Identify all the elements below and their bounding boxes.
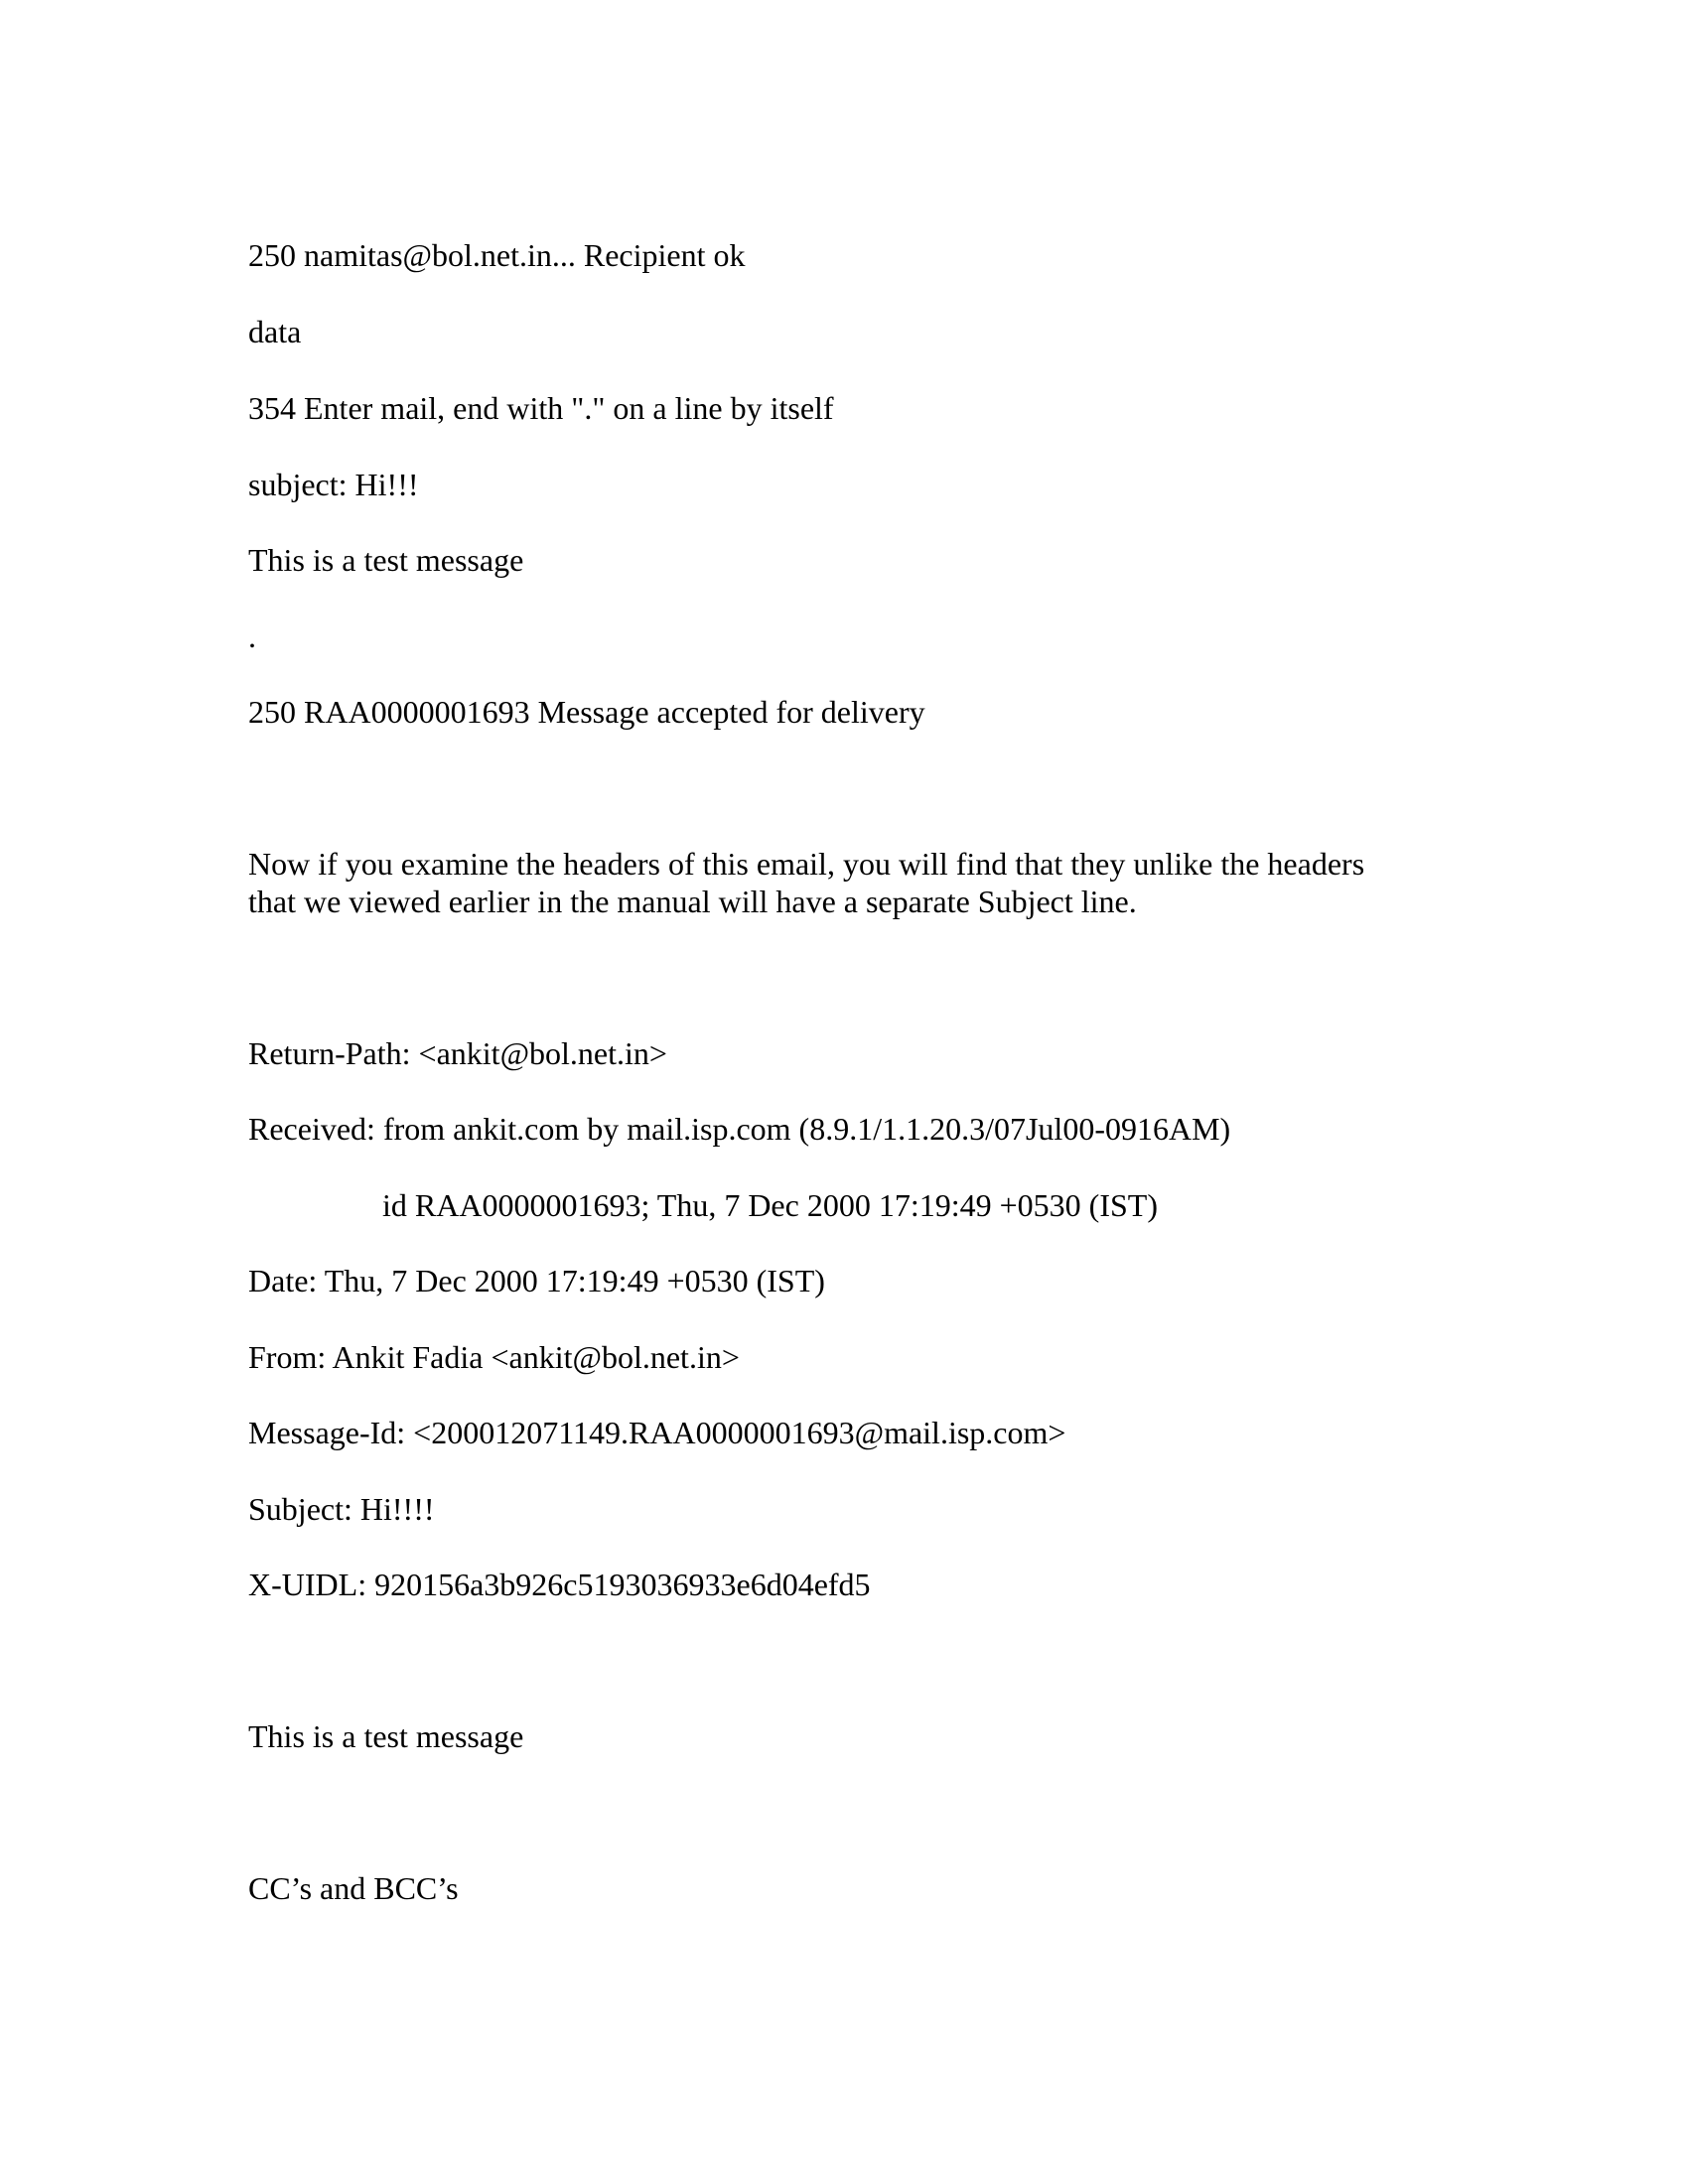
smtp-subject-input: subject: Hi!!! xyxy=(248,467,419,502)
header-subject: Subject: Hi!!!! xyxy=(248,1491,435,1527)
header-from: From: Ankit Fadia <ankit@bol.net.in> xyxy=(248,1339,740,1375)
smtp-rcpt-response: 250 namitas@bol.net.in... Recipient ok xyxy=(248,237,746,273)
message-body: This is a test message xyxy=(248,1718,524,1754)
smtp-data-response: 354 Enter mail, end with "." on a line by itself xyxy=(248,390,834,426)
header-message-id: Message-Id: <200012071149.RAA0000001693@mail.isp.com> xyxy=(248,1415,1066,1450)
smtp-data-command: data xyxy=(248,314,302,349)
header-date: Date: Thu, 7 Dec 2000 17:19:49 +0530 (IST) xyxy=(248,1263,825,1298)
section-heading: CC’s and BCC’s xyxy=(248,1870,459,1906)
explanation-line-2: that we viewed earlier in the manual will have a separate Subject line. xyxy=(248,884,1137,919)
smtp-accept-response: 250 RAA0000001693 Message accepted for delivery xyxy=(248,694,925,730)
explanation-paragraph xyxy=(248,845,1499,920)
header-received: Received: from ankit.com by mail.isp.com (8.9.1/1.1.20.3/07Jul00-0916AM) xyxy=(248,1111,1231,1147)
header-x-uidl: X-UIDL: 920156a3b926c5193036933e6d04efd5 xyxy=(248,1567,871,1602)
smtp-body-input: This is a test message xyxy=(248,542,524,578)
header-return-path: Return-Path: <ankit@bol.net.in> xyxy=(248,1035,667,1071)
explanation-line-1: Now if you examine the headers of this email, you will find that they unlike the headers xyxy=(248,846,1365,882)
smtp-terminator: . xyxy=(248,618,256,654)
header-received-id: id RAA0000001693; Thu, 7 Dec 2000 17:19:49 +0530 (IST) xyxy=(382,1187,1158,1223)
